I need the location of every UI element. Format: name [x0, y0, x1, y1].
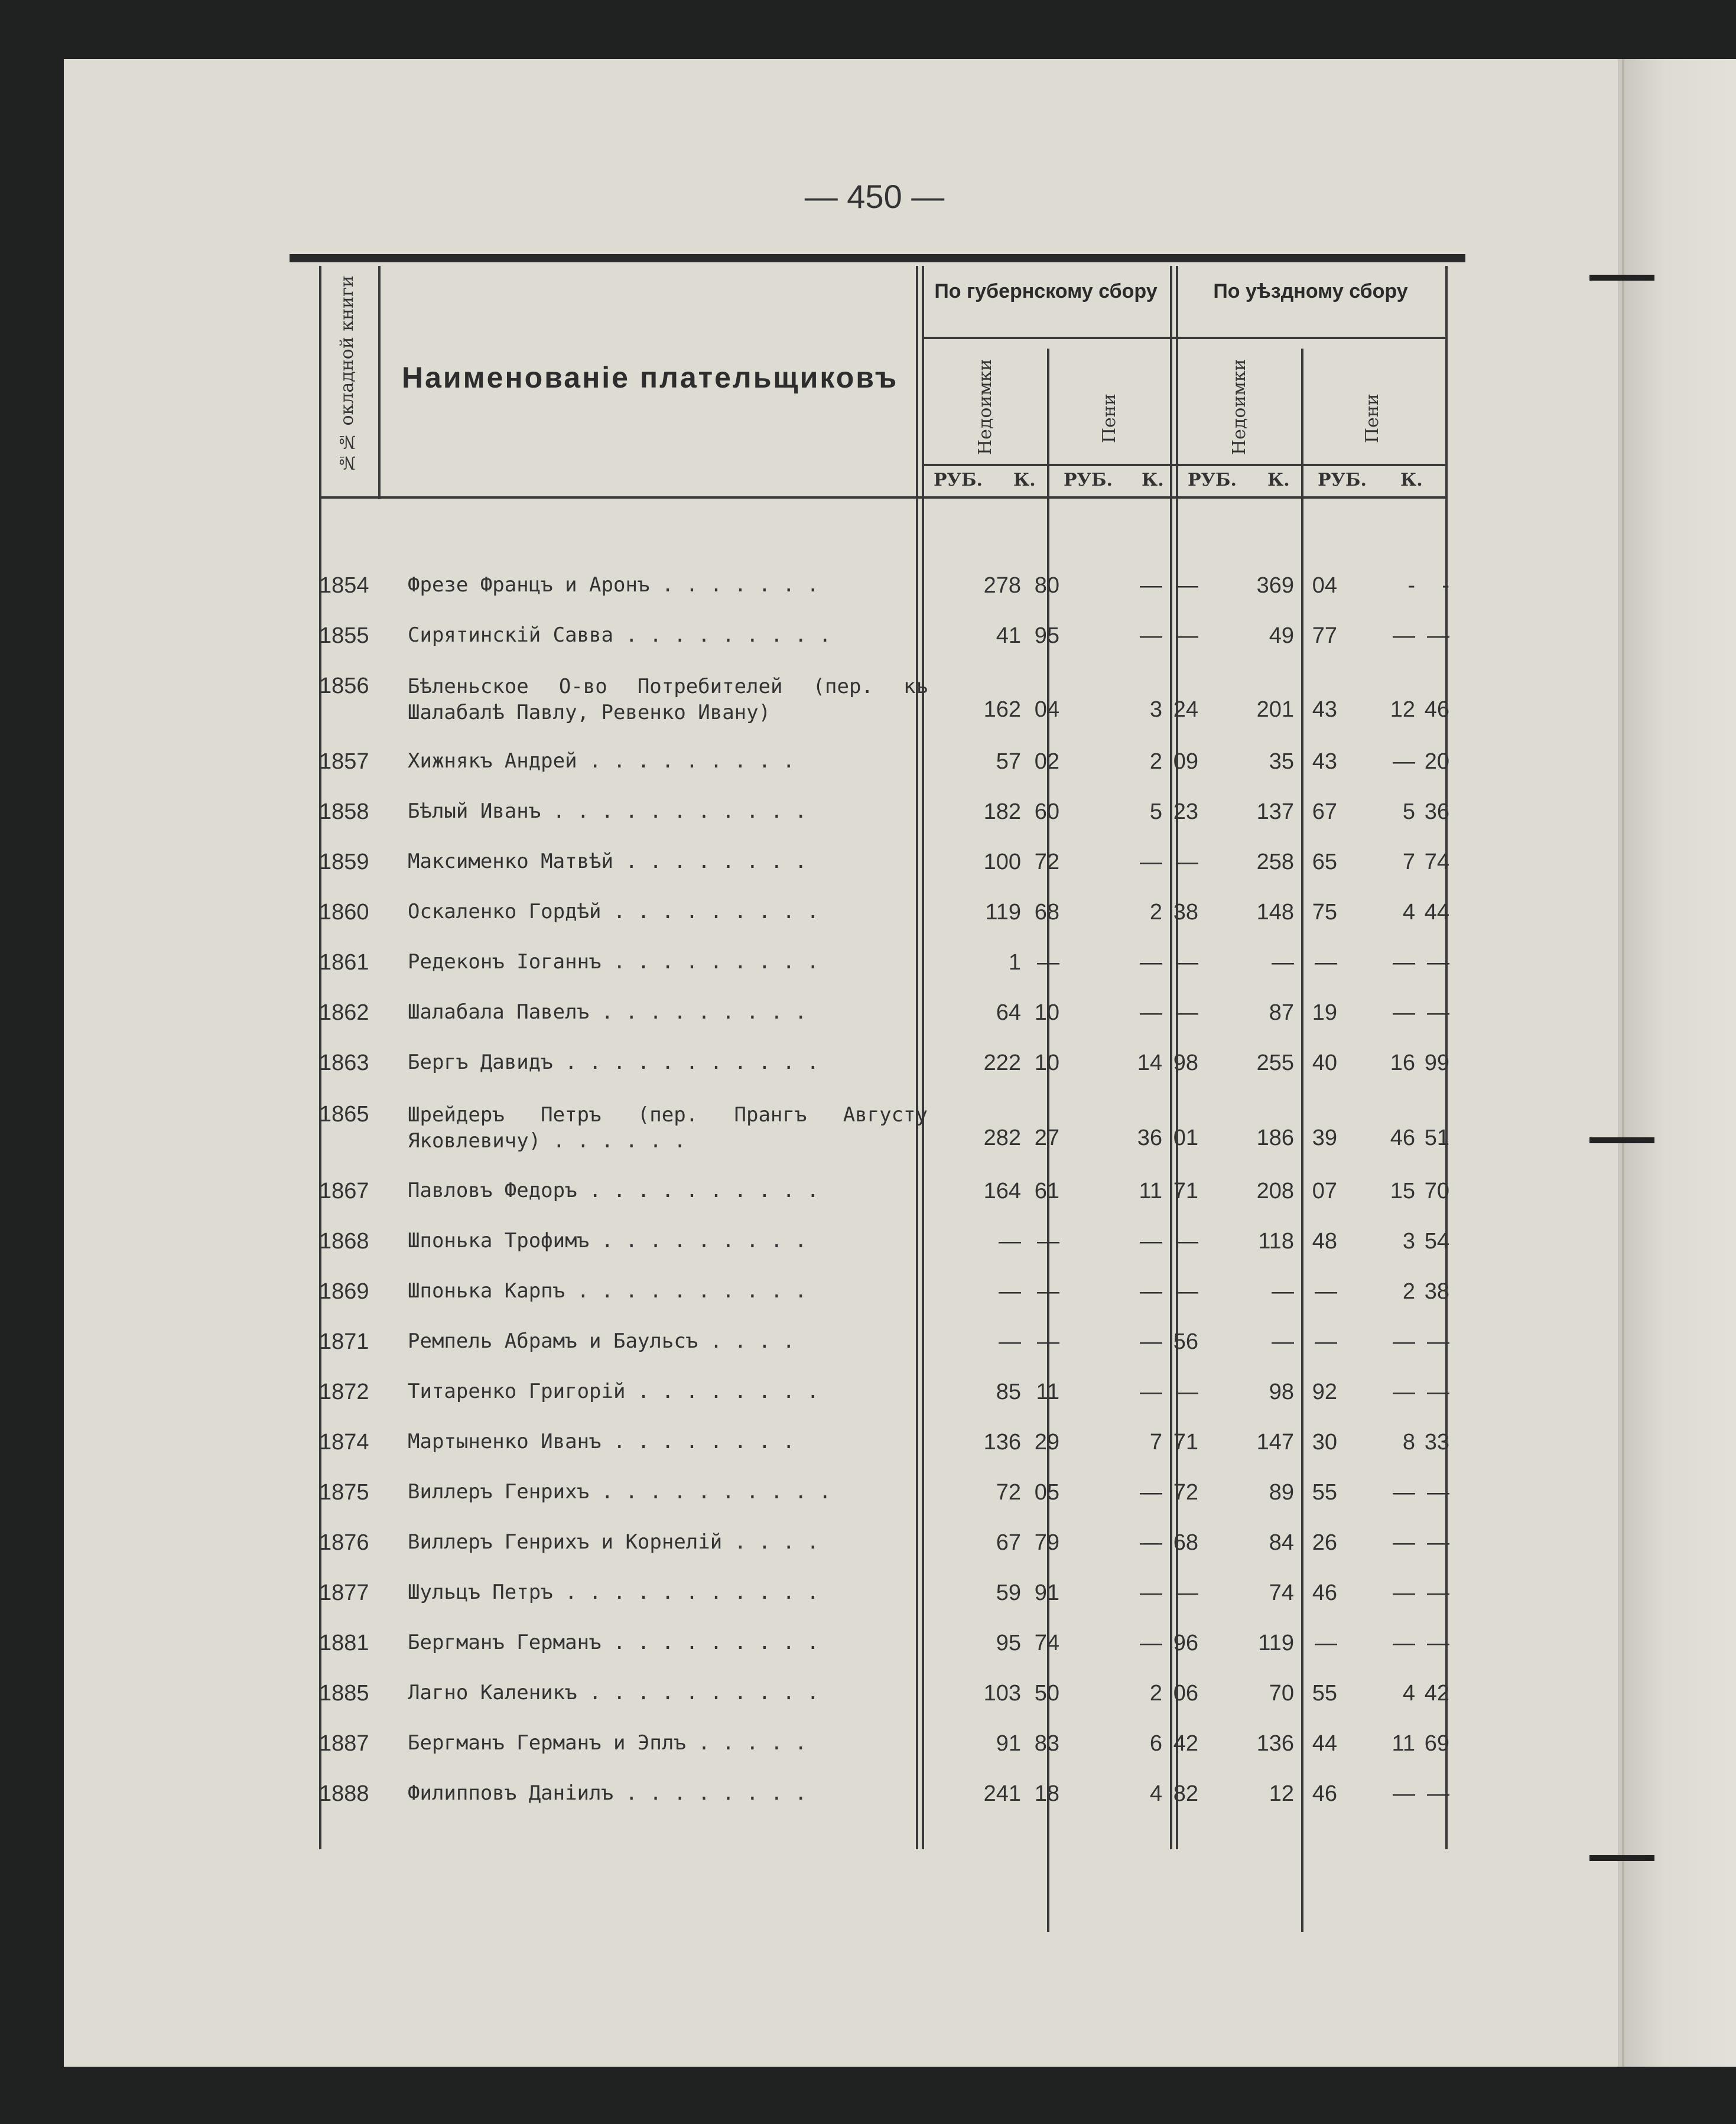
gub-nedoimki-kop-cell: 68	[1034, 900, 1059, 925]
uezd-peni-kop-cell: —	[1427, 1380, 1449, 1404]
row-book-number: 1888	[319, 1781, 369, 1806]
row-book-number: 1856	[319, 674, 369, 698]
binding-pin	[1589, 1137, 1654, 1143]
table-row	[319, 1781, 1448, 1823]
uezd-nedoimki-kop-cell: —	[1315, 950, 1337, 975]
uezd-nedoimki-rub-cell: 49	[1269, 623, 1294, 648]
gub-nedoimki-kop-cell: 10	[1034, 1050, 1059, 1075]
uezd-peni-rub-cell: —	[1393, 1530, 1415, 1555]
gub-peni-kop-cell: —	[1176, 950, 1198, 975]
uezd-peni-kop-cell: 20	[1424, 749, 1449, 774]
row-book-number: 1869	[319, 1279, 369, 1304]
row-book-number: 1874	[319, 1430, 369, 1455]
uezd-nedoimki-rub-cell: 147	[1256, 1430, 1294, 1455]
row-book-number: 1859	[319, 850, 369, 874]
row-book-number: 1877	[319, 1580, 369, 1605]
gub-peni-rub-cell: —	[1140, 1580, 1162, 1605]
uezd-peni-kop-cell: —	[1427, 1329, 1449, 1354]
row-book-number: 1872	[319, 1380, 369, 1404]
gub-nedoimki-rub-cell: 119	[985, 900, 1021, 925]
uezd-nedoimki-rub-cell: 137	[1256, 799, 1294, 824]
table-row	[319, 1050, 1448, 1092]
gub-nedoimki-rub-cell: 241	[983, 1781, 1021, 1806]
table-row	[319, 1580, 1448, 1622]
row-payer-name: Лагно Каленикъ . . . . . . . . . .	[408, 1681, 819, 1705]
col-book-header: №№ окладной книги	[337, 275, 357, 473]
row-payer-name: Шалабала Павелъ . . . . . . . . .	[408, 1000, 807, 1024]
gub-nedoimki-rub-cell: 91	[996, 1731, 1021, 1756]
gub-nedoimki-kop-cell: 05	[1034, 1480, 1059, 1505]
uezd-nedoimki-kop-cell: —	[1315, 1279, 1337, 1304]
uezd-peni-kop-cell: 36	[1424, 799, 1449, 824]
table-row	[319, 1000, 1448, 1042]
gub-nedoimki-kop-cell: 10	[1034, 1000, 1059, 1025]
gub-peni-rub-cell: —	[1140, 1530, 1162, 1555]
gub-nedoimki-rub-cell: 72	[996, 1480, 1021, 1505]
table-row	[319, 623, 1448, 665]
row-book-number: 1868	[319, 1229, 369, 1254]
row-book-number: 1855	[319, 623, 369, 648]
uezd-peni-kop-cell: 44	[1424, 900, 1449, 925]
uezd-nedoimki-kop-cell: 30	[1312, 1430, 1337, 1455]
row-payer-name: Фрезе Францъ и Аронъ . . . . . . .	[408, 573, 819, 597]
top-rule	[290, 254, 1465, 262]
uezd-peni-kop-cell: 99	[1424, 1050, 1449, 1075]
uezd-nedoimki-rub-cell: 369	[1256, 573, 1294, 598]
uezd-nedoimki-rub-cell: 98	[1269, 1380, 1294, 1404]
gub-nedoimki-rub-cell: 136	[983, 1430, 1021, 1455]
group-gub-header: По губернскому сбору	[934, 280, 1158, 303]
uezd-peni-rub-cell: —	[1393, 1380, 1415, 1404]
table-row	[319, 1179, 1448, 1220]
table-row	[319, 1229, 1448, 1270]
table-row	[319, 1530, 1448, 1572]
gub-peni-kop-cell: 98	[1173, 1050, 1198, 1075]
header-rule	[922, 464, 1445, 466]
uezd-nedoimki-rub-cell: 208	[1256, 1179, 1294, 1204]
row-payer-name: Ремпель Абрамъ и Баульсъ . . . .	[408, 1329, 795, 1353]
table-row	[319, 1102, 1449, 1153]
gub-nedoimki-kop-cell: 91	[1034, 1580, 1059, 1605]
gub-nedoimki-kop-cell: 60	[1034, 799, 1059, 824]
gub-nedoimki-rub-cell: 162	[983, 697, 1021, 722]
gub-nedoimki-kop-cell: —	[1037, 950, 1059, 975]
uezd-nedoimki-rub-cell: 148	[1256, 900, 1294, 925]
uezd-nedoimki-kop-cell: 43	[1312, 697, 1337, 722]
gub-peni-rub-cell: 2	[1149, 749, 1162, 774]
gub-nedoimki-rub-cell: —	[999, 1229, 1021, 1254]
uezd-nedoimki-rub-cell: —	[1272, 1279, 1294, 1304]
gub-peni-rub-cell: —	[1140, 1480, 1162, 1505]
gub-peni-kop-cell: —	[1176, 1380, 1198, 1404]
uezd-nedoimki-kop-cell: 26	[1312, 1530, 1337, 1555]
uezd-peni-rub-cell: —	[1393, 950, 1415, 975]
col-name-header: Наименованiе плательщиковъ	[402, 361, 899, 394]
table-row	[319, 1430, 1448, 1471]
uezd-peni-rub-cell: —	[1393, 1580, 1415, 1605]
gub-peni-kop-cell: —	[1176, 1580, 1198, 1605]
gub-peni-rub-cell: —	[1140, 1329, 1162, 1354]
row-book-number: 1860	[319, 900, 369, 925]
row-book-number: 1854	[319, 573, 369, 598]
gub-peni-kop-cell: 01	[1173, 1126, 1198, 1150]
row-book-number: 1861	[319, 950, 369, 975]
gub-nedoimki-kop-cell: 27	[1034, 1126, 1059, 1150]
row-book-number: 1862	[319, 1000, 369, 1025]
row-payer-name: Сирятинскiй Савва . . . . . . . . .	[408, 623, 831, 647]
uezd-nedoimki-rub-cell: 87	[1269, 1000, 1294, 1025]
uezd-peni-kop-cell: 69	[1424, 1731, 1449, 1756]
gub-peni-kop-cell: 71	[1173, 1430, 1198, 1455]
gub-peni-kop-cell: 72	[1173, 1480, 1198, 1505]
gub-nedoimki-kop-cell: —	[1037, 1229, 1059, 1254]
gub-peni-kop-cell: —	[1176, 850, 1198, 874]
uezd-peni-rub-cell: 4	[1402, 1681, 1415, 1706]
uezd-nedoimki-rub-cell: 119	[1258, 1631, 1294, 1655]
gub-nedoimki-kop-cell: —	[1037, 1329, 1059, 1354]
gub-peni-kop-cell: —	[1176, 1279, 1198, 1304]
table-row	[319, 950, 1448, 991]
unit-rub: РУБ.	[1064, 470, 1113, 490]
uezd-peni-rub-cell: 7	[1402, 850, 1415, 874]
gub-peni-kop-cell: 68	[1173, 1530, 1198, 1555]
uezd-peni-rub-cell: 12	[1390, 697, 1415, 722]
payers-table	[319, 266, 1448, 1849]
row-book-number: 1875	[319, 1480, 369, 1505]
header-bottom-rule	[319, 496, 1448, 499]
gub-peni-rub-cell: 14	[1137, 1050, 1162, 1075]
uezd-nedoimki-kop-cell: 48	[1312, 1229, 1337, 1254]
uezd-nedoimki-kop-cell: 46	[1312, 1781, 1337, 1806]
gub-nedoimki-rub-cell: 95	[996, 1631, 1021, 1655]
header-rule	[922, 337, 1445, 339]
gub-nedoimki-kop-cell: 11	[1036, 1380, 1059, 1404]
uezd-peni-rub-cell: 11	[1392, 1731, 1415, 1756]
uezd-nedoimki-kop-cell: 67	[1312, 799, 1337, 824]
gub-peni-kop-cell: 82	[1173, 1781, 1198, 1806]
gub-nedoimki-rub-cell: 103	[983, 1681, 1021, 1706]
gub-peni-rub-cell: 2	[1149, 1681, 1162, 1706]
uezd-nedoimki-kop-cell: 92	[1312, 1380, 1337, 1404]
gub-nedoimki-kop-cell: 18	[1034, 1781, 1059, 1806]
uezd-peni-rub-cell: —	[1393, 1631, 1415, 1655]
gub-nedoimki-kop-cell: 04	[1034, 697, 1059, 722]
uezd-nedoimki-kop-cell: 46	[1312, 1580, 1337, 1605]
gub-nedoimki-rub-cell: 182	[983, 799, 1021, 824]
row-payer-name: Максименко Матвѣй . . . . . . . .	[408, 850, 807, 873]
row-payer-name: Титаренко Григорiй . . . . . . . .	[408, 1380, 819, 1403]
uezd-nedoimki-rub-cell: 255	[1256, 1050, 1294, 1075]
table-row	[319, 1329, 1448, 1371]
row-payer-name: Редеконъ Iоганнъ . . . . . . . . .	[408, 950, 819, 974]
uezd-peni-rub-cell: 16	[1390, 1050, 1415, 1075]
table-row	[319, 900, 1448, 941]
gub-peni-rub-cell: —	[1140, 1229, 1162, 1254]
gub-peni-rub-cell: —	[1140, 950, 1162, 975]
gub-peni-rub-cell: —	[1140, 1279, 1162, 1304]
gub-nedoimki-rub-cell: 278	[983, 573, 1021, 598]
row-payer-name: Шрейдеръ Петръ (пер. Прангъ Августу Яковлевичу) . . . . . .	[408, 1103, 928, 1153]
gub-peni-rub-cell: 4	[1149, 1781, 1162, 1806]
uezd-nedoimki-kop-cell: 40	[1312, 1050, 1337, 1075]
uezd-peni-rub-cell: —	[1393, 1329, 1415, 1354]
gub-nedoimki-kop-cell: 02	[1034, 749, 1059, 774]
gub-nedoimki-kop-cell: 74	[1034, 1631, 1059, 1655]
gub-nedoimki-rub-cell: 85	[996, 1380, 1021, 1404]
gub-nedoimki-kop-cell: 61	[1034, 1179, 1059, 1204]
gub-nedoimki-kop-cell: 79	[1034, 1530, 1059, 1555]
unit-rub: РУБ.	[1318, 470, 1367, 490]
uezd-nedoimki-rub-cell: 136	[1256, 1731, 1294, 1756]
uezd-nedoimki-kop-cell: 55	[1312, 1681, 1337, 1706]
uezd-peni-kop-cell: 74	[1424, 850, 1449, 874]
uezd-peni-kop-cell: —	[1427, 623, 1449, 648]
uezd-peni-rub-cell: 46	[1390, 1126, 1415, 1150]
uezd-nedoimki-kop-cell: —	[1315, 1631, 1337, 1655]
uezd-nedoimki-rub-cell: 186	[1256, 1126, 1294, 1150]
uezd-nedoimki-kop-cell: 43	[1312, 749, 1337, 774]
row-payer-name: Виллеръ Генрихъ и Корнелiй . . . .	[408, 1530, 819, 1554]
uezd-peni-rub-cell: -	[1407, 573, 1415, 598]
table-row	[319, 1279, 1448, 1320]
gub-peni-rub-cell: 2	[1149, 900, 1162, 925]
gub-nedoimki-rub-cell: 164	[983, 1179, 1021, 1204]
unit-kop: К.	[1400, 470, 1423, 490]
uezd-peni-kop-cell: —	[1427, 1580, 1449, 1605]
gub-peni-rub-cell: 7	[1149, 1430, 1162, 1455]
uezd-nedoimki-rub-cell: 84	[1269, 1530, 1294, 1555]
uezd-peni-kop-cell: 70	[1424, 1179, 1449, 1204]
page-fold	[1622, 59, 1624, 2067]
row-book-number: 1865	[319, 1102, 369, 1127]
row-book-number: 1885	[319, 1681, 369, 1706]
uezd-peni-kop-cell: —	[1427, 1631, 1449, 1655]
gub-nedoimki-rub-cell: 59	[996, 1580, 1021, 1605]
uezd-nedoimki-kop-cell: 04	[1312, 573, 1337, 598]
row-payer-name: Бѣленьское О-во Потребителей (пер. къ Шалабалѣ Павлу, Ревенко Ивану)	[408, 675, 928, 724]
sub-gub-peni: Пени	[1099, 393, 1120, 443]
row-payer-name: Филипповъ Данiилъ . . . . . . . .	[408, 1781, 807, 1805]
col-divider	[378, 266, 381, 499]
row-payer-name: Мартыненко Иванъ . . . . . . . .	[408, 1430, 795, 1453]
uezd-nedoimki-rub-cell: 74	[1269, 1580, 1294, 1605]
gub-peni-kop-cell: 24	[1173, 697, 1198, 722]
gub-peni-kop-cell: 06	[1173, 1681, 1198, 1706]
gub-peni-rub-cell: 5	[1149, 799, 1162, 824]
row-payer-name: Хижнякъ Андрей . . . . . . . . .	[408, 749, 795, 773]
gub-peni-rub-cell: 11	[1139, 1179, 1162, 1204]
gub-peni-kop-cell: 71	[1173, 1179, 1198, 1204]
uezd-peni-kop-cell: 54	[1424, 1229, 1449, 1254]
uezd-peni-kop-cell: —	[1427, 1530, 1449, 1555]
row-book-number: 1863	[319, 1050, 369, 1075]
uezd-peni-kop-cell: 42	[1424, 1681, 1449, 1706]
unit-kop: К.	[1267, 470, 1290, 490]
gub-nedoimki-rub-cell: 1	[1008, 950, 1021, 975]
binding-pin	[1589, 275, 1654, 281]
row-payer-name: Оскаленко Гордѣй . . . . . . . . .	[408, 900, 819, 923]
uezd-nedoimki-rub-cell: —	[1272, 950, 1294, 975]
uezd-nedoimki-kop-cell: 77	[1312, 623, 1337, 648]
page-number: — 450 —	[804, 178, 945, 215]
gub-peni-kop-cell: 56	[1173, 1329, 1198, 1354]
uezd-nedoimki-kop-cell: —	[1315, 1329, 1337, 1354]
gub-nedoimki-kop-cell: 50	[1034, 1681, 1059, 1706]
row-book-number: 1871	[319, 1329, 369, 1354]
gub-nedoimki-rub-cell: 57	[996, 749, 1021, 774]
unit-kop: К.	[1013, 470, 1036, 490]
gub-peni-rub-cell: —	[1140, 573, 1162, 598]
uezd-peni-rub-cell: 3	[1402, 1229, 1415, 1254]
uezd-peni-rub-cell: 4	[1402, 900, 1415, 925]
row-payer-name: Шпонька Трофимъ . . . . . . . . .	[408, 1229, 807, 1253]
gub-peni-rub-cell: —	[1140, 623, 1162, 648]
table-row	[319, 749, 1448, 791]
gub-peni-kop-cell: —	[1176, 573, 1198, 598]
uezd-nedoimki-kop-cell: 65	[1312, 850, 1337, 874]
table-row	[319, 1631, 1448, 1672]
row-book-number: 1881	[319, 1631, 369, 1655]
uezd-peni-kop-cell: -	[1442, 573, 1449, 598]
uezd-nedoimki-rub-cell: 258	[1256, 850, 1294, 874]
uezd-peni-rub-cell: —	[1393, 1000, 1415, 1025]
uezd-nedoimki-kop-cell: 75	[1312, 900, 1337, 925]
gub-nedoimki-kop-cell: —	[1037, 1279, 1059, 1304]
row-payer-name: Виллеръ Генрихъ . . . . . . . . . .	[408, 1480, 831, 1504]
row-payer-name: Бергманъ Германъ . . . . . . . . .	[408, 1631, 819, 1654]
uezd-peni-kop-cell: —	[1427, 1781, 1449, 1806]
uezd-nedoimki-rub-cell: 35	[1269, 749, 1294, 774]
table-row	[319, 1380, 1448, 1421]
uezd-nedoimki-rub-cell: 12	[1269, 1781, 1294, 1806]
table-row	[319, 1731, 1448, 1772]
gub-nedoimki-rub-cell: —	[999, 1279, 1021, 1304]
gub-peni-rub-cell: —	[1140, 1380, 1162, 1404]
unit-rub: РУБ.	[1188, 470, 1237, 490]
gub-nedoimki-rub-cell: 67	[996, 1530, 1021, 1555]
gub-peni-rub-cell: 6	[1149, 1731, 1162, 1756]
uezd-nedoimki-rub-cell: 70	[1269, 1681, 1294, 1706]
table-row	[319, 573, 1448, 614]
gub-nedoimki-rub-cell: 282	[983, 1126, 1021, 1150]
row-payer-name: Бергъ Давидъ . . . . . . . . . . .	[408, 1050, 819, 1074]
uezd-peni-rub-cell: 2	[1402, 1279, 1415, 1304]
gub-peni-kop-cell: 09	[1173, 749, 1198, 774]
gub-peni-rub-cell: 3	[1149, 697, 1162, 722]
table-row	[319, 799, 1448, 841]
gub-peni-rub-cell: —	[1140, 850, 1162, 874]
uezd-nedoimki-kop-cell: 39	[1312, 1126, 1337, 1150]
table-row	[319, 674, 1449, 724]
gub-peni-rub-cell: —	[1140, 1631, 1162, 1655]
gub-peni-kop-cell: —	[1176, 623, 1198, 648]
uezd-peni-rub-cell: —	[1393, 749, 1415, 774]
row-book-number: 1887	[319, 1731, 369, 1756]
uezd-nedoimki-kop-cell: 19	[1312, 1000, 1337, 1025]
uezd-peni-kop-cell: —	[1427, 950, 1449, 975]
gub-nedoimki-kop-cell: 80	[1034, 573, 1059, 598]
uezd-peni-rub-cell: —	[1393, 623, 1415, 648]
row-book-number: 1867	[319, 1179, 369, 1204]
uezd-peni-rub-cell: 8	[1402, 1430, 1415, 1455]
gub-nedoimki-rub-cell: —	[999, 1329, 1021, 1354]
uezd-nedoimki-kop-cell: 44	[1312, 1731, 1337, 1756]
binding-pin	[1589, 1855, 1654, 1861]
uezd-peni-rub-cell: —	[1393, 1781, 1415, 1806]
gub-nedoimki-kop-cell: 29	[1034, 1430, 1059, 1455]
row-payer-name: Бѣлый Иванъ . . . . . . . . . . .	[408, 799, 807, 823]
row-payer-name: Бергманъ Германъ и Эплъ . . . . .	[408, 1731, 807, 1755]
row-book-number: 1876	[319, 1530, 369, 1555]
uezd-nedoimki-kop-cell: 07	[1312, 1179, 1337, 1204]
uezd-peni-kop-cell: 46	[1424, 697, 1449, 722]
gub-peni-kop-cell: 96	[1173, 1631, 1198, 1655]
uezd-nedoimki-rub-cell: 201	[1256, 697, 1294, 722]
gub-nedoimki-rub-cell: 100	[983, 850, 1021, 874]
row-payer-name: Шпонька Карпъ . . . . . . . . . .	[408, 1279, 807, 1303]
sub-uezd-nedoimki: Недоимки	[1229, 359, 1250, 455]
row-payer-name: Павловъ Федоръ . . . . . . . . . .	[408, 1179, 819, 1202]
uezd-peni-kop-cell: 51	[1424, 1126, 1449, 1150]
gub-nedoimki-kop-cell: 83	[1034, 1731, 1059, 1756]
sub-uezd-peni: Пени	[1362, 393, 1383, 443]
table-row	[319, 850, 1448, 891]
row-book-number: 1858	[319, 799, 369, 824]
uezd-nedoimki-kop-cell: 55	[1312, 1480, 1337, 1505]
uezd-nedoimki-rub-cell: 118	[1258, 1229, 1294, 1254]
uezd-nedoimki-rub-cell: 89	[1269, 1480, 1294, 1505]
uezd-peni-rub-cell: —	[1393, 1480, 1415, 1505]
table-row	[319, 1480, 1448, 1521]
group-uezd-header: По уѣздному сбору	[1213, 280, 1408, 303]
gub-nedoimki-rub-cell: 41	[996, 623, 1021, 648]
uezd-peni-kop-cell: —	[1427, 1480, 1449, 1505]
row-book-number: 1857	[319, 749, 369, 774]
unit-rub: РУБ.	[934, 470, 983, 490]
gub-peni-kop-cell: 38	[1173, 900, 1198, 925]
unit-kop: К.	[1142, 470, 1164, 490]
page-gutter-shadow	[1618, 59, 1736, 2067]
table-row	[319, 1681, 1448, 1722]
uezd-peni-rub-cell: 5	[1402, 799, 1415, 824]
uezd-peni-kop-cell: 38	[1424, 1279, 1449, 1304]
row-payer-name: Шульцъ Петръ . . . . . . . . . . .	[408, 1580, 819, 1604]
gub-nedoimki-kop-cell: 95	[1034, 623, 1059, 648]
gub-peni-rub-cell: 36	[1137, 1126, 1162, 1150]
gub-peni-kop-cell: —	[1176, 1000, 1198, 1025]
uezd-peni-kop-cell: —	[1427, 1000, 1449, 1025]
gub-peni-rub-cell: —	[1140, 1000, 1162, 1025]
gub-peni-kop-cell: 23	[1173, 799, 1198, 824]
uezd-peni-kop-cell: 33	[1424, 1430, 1449, 1455]
uezd-peni-rub-cell: 15	[1390, 1179, 1415, 1204]
gub-nedoimki-rub-cell: 222	[983, 1050, 1021, 1075]
uezd-nedoimki-rub-cell: —	[1272, 1329, 1294, 1354]
gub-peni-kop-cell: 42	[1173, 1731, 1198, 1756]
gub-nedoimki-kop-cell: 72	[1034, 850, 1059, 874]
gub-peni-kop-cell: —	[1176, 1229, 1198, 1254]
gub-nedoimki-rub-cell: 64	[996, 1000, 1021, 1025]
sub-gub-nedoimki: Недоимки	[975, 359, 996, 455]
